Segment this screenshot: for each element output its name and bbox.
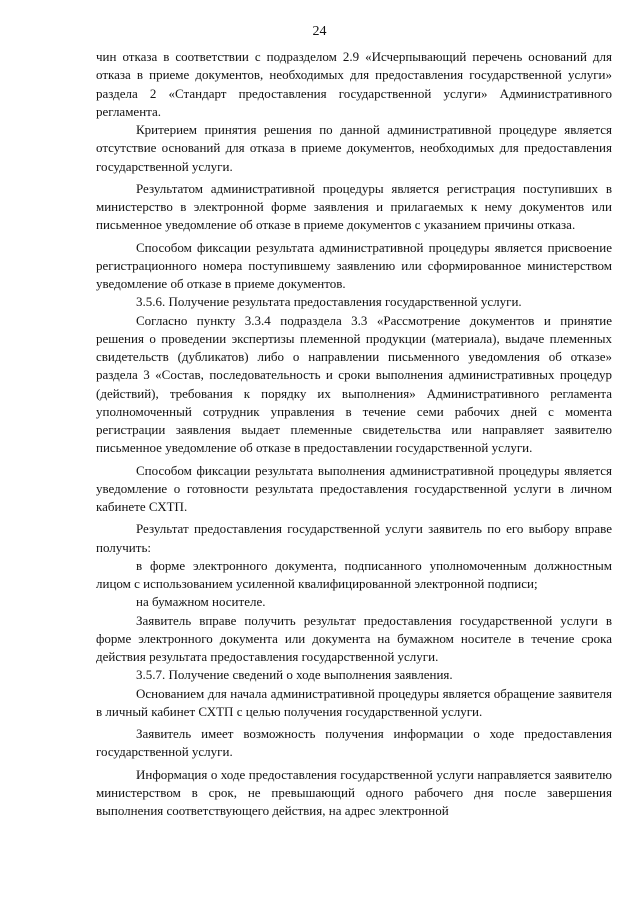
paragraph: Результат предоставления государственной услуги заявитель по его выбору вправе получить: (96, 521, 612, 555)
section-heading-3-5-7: 3.5.7. Получение сведений о ходе выполнения заявления. (136, 667, 453, 683)
paragraph-continuation: чин отказа в соответствии с подразделом 2.9 «Исчерпывающий перечень оснований для отказа в приеме документов, необходимых для предоставления государственной услуги» раздела 2 «Стандарт предоставления государственной услуги» Административного регламента. (96, 49, 612, 119)
section-heading-3-5-6: 3.5.6. Получение результата предоставления государственной услуги. (136, 294, 522, 310)
paragraph: Заявитель вправе получить результат предоставления государственной услуги в форме электронного документа или документа на бумажном носителе в течение срока действия результата предоставления государственной услуги. (96, 612, 612, 664)
paragraph: Информация о ходе предоставления государственной услуги направляется заявителю министерством в срок, не превышающий одного рабочего дня после завершения выполнения соответствующего действия, на адрес электронной (96, 766, 612, 818)
page-number: 24 (312, 24, 327, 39)
list-item-electronic: в форме электронного документа, подписанного уполномоченным должностным лицом с использованием усиленной квалифицированной электронной подписи; (96, 557, 612, 591)
paragraph: Критерием принятия решения по данной административной процедуре является отсутствие оснований для отказа в приеме документов, необходимых для предоставления государственной услуги. (96, 122, 612, 174)
paragraph: Способом фиксации результата административной процедуры является присвоение регистрационного номера поступившему заявлению или сформированное министерством уведомление об отказе в приеме документов. (96, 239, 612, 291)
paragraph: Заявитель имеет возможность получения информации о ходе предоставления государственной услуги. (96, 726, 612, 760)
paragraph: Способом фиксации результата выполнения административной процедуры является уведомление о готовности результата предоставления государственной услуги в личном кабинете СХТП. (96, 462, 612, 514)
list-item-paper: на бумажном носителе. (136, 594, 266, 610)
paragraph: Основанием для начала административной процедуры является обращение заявителя в личный кабинет СХТП с целью получения государственной услуги. (96, 685, 612, 719)
paragraph: Результатом административной процедуры является регистрация поступивших в министерство в электронной форме заявления и прилагаемых к нему документов или письменное уведомление об отказе в приеме документов с указанием причины отказа. (96, 180, 612, 233)
body-text (96, 48, 612, 820)
paragraph: Согласно пункту 3.3.4 подраздела 3.3 «Рассмотрение документов и принятие решения о проведении экспертизы племенной продукции (материала), выдаче племенных свидетельств (дубликатов) либо о направлении письменного уведомления об отказе» раздела 3 «Состав, последовательность и сроки выполнения административных процедур (действий), требования к порядку их выполнения» Административного регламента уполномоченный сотрудник управления в течение семи рабочих дней с момента регистрации заявления выдает племенные свидетельства или направляет заявителю письменное уведомление об отказе в предоставлении государственной услуги. (96, 312, 612, 456)
